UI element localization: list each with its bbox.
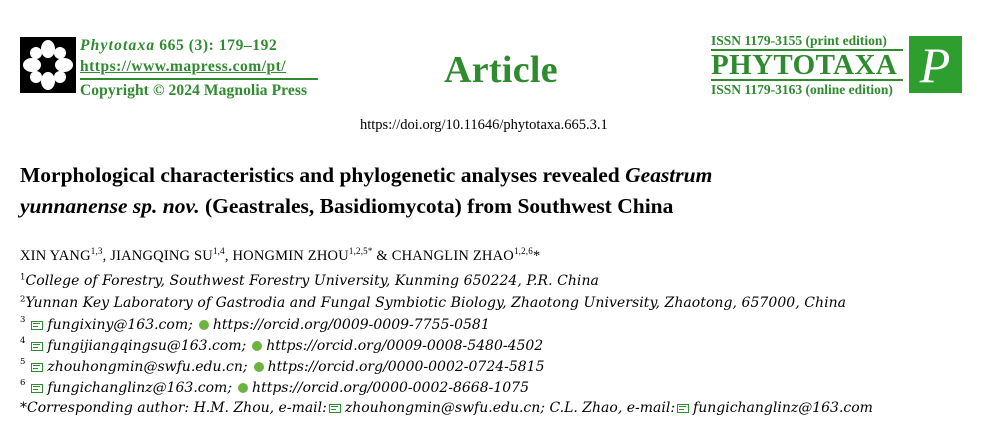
journal-name-caps: PHYTOTAXA <box>711 49 898 81</box>
email-link[interactable]: fungichanglinz@163.com; <box>47 380 233 396</box>
journal-volume: 665 (3): 179–192 <box>159 37 278 54</box>
author-list: XIN YANG$^{1,3}$, JIANGQING SU$^{1,4}$, HONGMIN $ZHOU^{1,2,5*}$ & CHANGLIN ZHAO$^{1,2,6}$* <box>20 246 541 264</box>
orcid-icon <box>252 341 262 351</box>
affiliation-1: $^1$College of Forestry, Southwest Forestry University, Kunming 650224, P.R. China <box>20 272 599 289</box>
orcid-link[interactable]: https://orcid.org/0000-0002-0724-5815 <box>267 359 545 375</box>
article-label: Article <box>444 49 558 91</box>
svg-text:P: P <box>919 37 951 93</box>
journal-header-left <box>80 36 318 102</box>
flower-logo-icon <box>20 37 76 93</box>
issn-online: ISSN 1179-3163 (online edition) <box>711 82 893 97</box>
email-icon <box>31 342 43 351</box>
contact-row: $^5$ zhouhongmin@swfu.edu.cn; https://orcid.org/0000-0002-0724-5815 <box>20 357 545 375</box>
affiliation-2: $^2$Yunnan Key Laboratory of Gastrodia and Fungal Symbiotic Biology, Zhaotong University, Zhaotong, 657000, China <box>20 294 847 311</box>
email-icon <box>31 321 43 330</box>
email-link[interactable]: fungijiangqingsu@163.com; <box>47 338 247 354</box>
corresponding-author: *Corresponding author: H.M. Zhou, e-mail: zhouhongmin@swfu.edu.cn ; C.L. Zhao, e-mail: fungichanglinz@163.com <box>20 400 873 416</box>
author-name: CHANGLIN ZHAO <box>391 248 514 264</box>
issn-print: ISSN 1179-3155 (print edition) <box>711 33 887 48</box>
copyright-text: Copyright © 2024 Magnolia Press <box>80 82 308 99</box>
email-link[interactable]: fungichanglinz@163.com <box>693 400 873 416</box>
issn-block <box>711 32 905 98</box>
orcid-link[interactable]: https://orcid.org/0009-0008-5480-4502 <box>266 338 544 354</box>
orcid-icon <box>254 362 264 372</box>
email-link[interactable]: zhouhongmin@swfu.edu.cn <box>344 400 541 416</box>
author-name: JIANGQING SU <box>110 248 213 264</box>
orcid-icon <box>238 383 248 393</box>
orcid-icon <box>199 320 209 330</box>
email-icon <box>677 404 689 413</box>
doi-link[interactable]: https://doi.org/10.11646/phytotaxa.665.3.1 <box>360 117 608 133</box>
orcid-link[interactable]: https://orcid.org/0000-0002-8668-1075 <box>252 380 529 396</box>
contact-row: $^6$ fungichanglinz@163.com; https://orcid.org/0000-0002-8668-1075 <box>20 378 529 396</box>
email-icon <box>329 404 341 413</box>
phytotaxa-logo <box>909 36 962 93</box>
contact-row: $^3$ fungixiny@163.com; https://orcid.org/0009-0009-7755-0581 <box>20 315 490 333</box>
email-link[interactable]: zhouhongmin@swfu.edu.cn; <box>47 359 248 375</box>
journal-name: Phytotaxa <box>80 37 156 54</box>
journal-url-link[interactable]: https://www.mapress.com/pt/ <box>80 57 287 75</box>
author-name: XIN YANG <box>20 248 91 264</box>
email-icon <box>31 363 43 372</box>
email-link[interactable]: fungixiny@163.com; <box>47 317 193 333</box>
phytotaxa-p-icon <box>909 36 962 93</box>
author-name: HONGMIN ZHOU <box>232 248 349 264</box>
magnolia-press-logo <box>20 37 76 93</box>
email-icon <box>31 384 43 393</box>
orcid-link[interactable]: https://orcid.org/0009-0009-7755-0581 <box>212 317 490 333</box>
paper-title: Morphological characteristics and phylogenetic analyses revealed Geastrum yunnanense sp. nov. (Geastrales, Basidiomycota) from Southwest China <box>20 163 713 218</box>
contact-row: $^4$ fungijiangqingsu@163.com; https://orcid.org/0009-0008-5480-4502 <box>20 336 544 354</box>
header-divider <box>80 78 318 80</box>
